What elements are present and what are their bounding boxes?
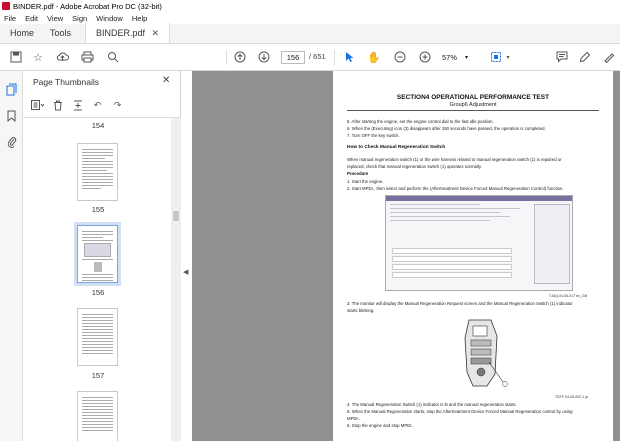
procedure-label: Procedure <box>347 171 369 176</box>
tab-document-label: BINDER.pdf <box>96 28 146 38</box>
zoom-in-icon[interactable] <box>418 50 432 64</box>
step-line: starts blinking. <box>347 308 375 313</box>
thumbnail-list[interactable] <box>23 118 171 441</box>
bookmark-star-icon[interactable]: ☆ <box>33 51 43 64</box>
thumbnail-label: 156 <box>91 288 105 297</box>
page-thumbnail[interactable] <box>77 308 118 366</box>
thumbnail-scrollbar-thumb[interactable] <box>173 211 179 221</box>
page-thumbnails-icon[interactable] <box>5 83 18 96</box>
delete-page-icon[interactable] <box>51 99 64 112</box>
page-total: / 651 <box>309 52 326 61</box>
step-line: 7. Turn OFF the key switch. <box>347 133 400 138</box>
page-section-subtitle: Group6 Adjustment <box>449 102 497 108</box>
panel-title: Page Thumbnails <box>33 77 99 87</box>
switch-panel-figure <box>451 316 515 391</box>
menu-edit[interactable]: Edit <box>25 13 39 23</box>
toolbar <box>0 44 620 71</box>
page-thumbnail[interactable] <box>77 143 118 201</box>
menu-window[interactable]: Window <box>96 13 123 23</box>
thumbnail-label: 155 <box>91 205 105 214</box>
rotate-clockwise-icon[interactable]: ↷ <box>113 99 122 110</box>
page-number-input[interactable]: 156 <box>281 51 305 64</box>
panel-toolbar <box>31 97 131 113</box>
highlight-pen-icon[interactable] <box>578 50 592 64</box>
zoom-level-dropdown[interactable] <box>440 51 470 64</box>
mpdr-screenshot-figure <box>385 195 573 291</box>
title-bar <box>0 0 620 12</box>
document-viewport[interactable] <box>192 71 620 441</box>
next-page-icon[interactable] <box>257 50 271 64</box>
select-cursor-icon[interactable] <box>343 50 357 64</box>
step-line: 4. The Manual Regeneration Switch (1) indicator is lit and the manual regeneration starts. <box>347 402 517 407</box>
step-line: 2. Start MPDr., then select and perform the (Aftertreatment Device Forced Manual Regeneration Control) function. <box>347 186 564 191</box>
zoom-level-value: 57% <box>442 53 458 62</box>
save-icon[interactable] <box>9 50 23 64</box>
intro-line: replaced, check that manual regeneration switch (1) operates normally. <box>347 164 482 169</box>
intro-line: When manual regeneration switch (1) or the wire harness related to manual regeneration switch (1) is repaired or <box>347 157 562 162</box>
navigation-rail <box>0 71 23 441</box>
step-line: 6. Stop the engine and stop MPDr.. <box>347 423 414 428</box>
close-panel-icon[interactable]: ✕ <box>162 75 171 86</box>
menu-file[interactable]: File <box>4 13 17 23</box>
options-menu-icon[interactable] <box>31 99 44 112</box>
comment-icon[interactable] <box>555 50 569 64</box>
step-line: 3. The monitor will display the Manual Regeneration Request screen and the Manual Regeneration Switch (1) indicator <box>347 301 573 306</box>
menu-sign[interactable]: Sign <box>72 13 88 23</box>
page-thumbnail-selected[interactable] <box>77 225 118 283</box>
search-icon[interactable] <box>106 50 120 64</box>
collapse-panel-icon[interactable]: ◀ <box>183 269 189 276</box>
tab-bar <box>0 24 620 44</box>
tab-document[interactable] <box>85 23 170 43</box>
menu-help[interactable]: Help <box>131 13 148 23</box>
menu-view[interactable]: View <box>47 13 64 23</box>
section-heading: How to Check Manual Regeneration Switch <box>347 145 446 150</box>
thumbnail-label: 157 <box>91 371 105 380</box>
attachments-icon[interactable] <box>5 135 18 148</box>
previous-page-icon[interactable] <box>233 50 247 64</box>
bookmarks-icon[interactable] <box>5 109 18 122</box>
acrobat-icon <box>2 2 10 10</box>
step-line: 6. When the (Executing) icon (3) disappears after 150 seconds have passed, the operation is completed. <box>347 126 546 131</box>
rotate-counterclockwise-icon[interactable]: ↶ <box>93 99 102 110</box>
pdf-page <box>333 71 613 441</box>
step-line: 5. When the Manual Regeneration starts, stop the Aftertreatment Device Forced Manual Regeneration control by using <box>347 409 573 414</box>
hand-tool-icon[interactable]: ✋ <box>367 51 381 64</box>
step-line: MPDr.. <box>347 416 361 421</box>
step-line: 5. After starting the engine, set the engine control dial to the fast idle position. <box>347 119 494 124</box>
page-thumbnail[interactable] <box>77 391 118 441</box>
step-line: 1. Start the engine. <box>347 179 384 184</box>
zoom-out-icon[interactable] <box>393 50 407 64</box>
tab-tools[interactable]: Tools <box>50 28 72 38</box>
draw-icon[interactable] <box>602 50 616 64</box>
insert-page-icon[interactable] <box>71 99 84 112</box>
print-icon[interactable] <box>80 50 94 64</box>
chevron-down-icon: ▾ <box>464 55 468 61</box>
thumbnail-label: 154 <box>91 121 105 130</box>
page-section-title: SECTION4 OPERATIONAL PERFORMANCE TEST <box>396 94 550 101</box>
upload-cloud-icon[interactable] <box>55 50 69 64</box>
close-tab-icon[interactable]: ✕ <box>151 27 159 38</box>
fit-options-chevron-icon[interactable]: ▾ <box>506 54 510 61</box>
tab-home[interactable]: Home <box>10 28 35 38</box>
figure-caption: TDFF-04-06-002-1 ja <box>555 395 588 399</box>
figure-caption: TJAQ-04-06-017 en_GB <box>549 294 587 298</box>
page-thumbnails-panel <box>23 71 181 441</box>
window-title: BINDER.pdf - Adobe Acrobat Pro DC (32-bit) <box>13 1 162 11</box>
thumbnail-scrollbar[interactable] <box>171 118 181 441</box>
